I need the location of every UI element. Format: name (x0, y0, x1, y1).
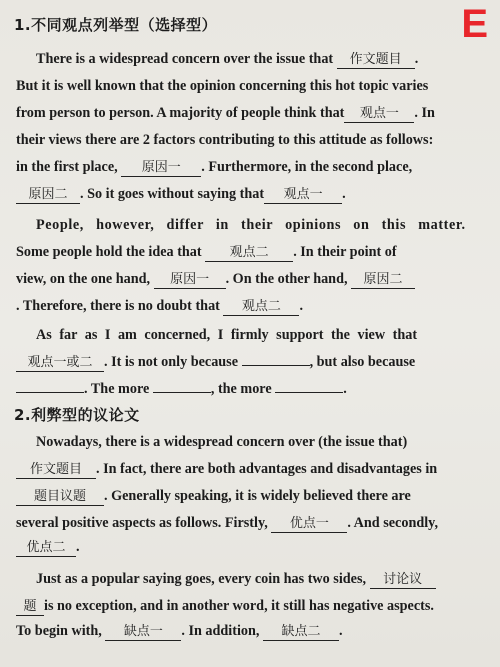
s1p1-line4: their views there are 2 factors contributing to this attitude as follows: (16, 132, 434, 148)
s2p1-line4: several positive aspects as follows. Firstly, 优点一 . And secondly, (16, 515, 439, 531)
blank-view2-repeat[interactable]: 观点二 (223, 299, 299, 316)
s2p2-line1: Just as a popular saying goes, every coin has two sides, 讨论议 (16, 570, 488, 589)
blank-view2-reason2[interactable]: 原因二 (351, 272, 415, 289)
s1p1-line6: 原因二 . So it goes without saying that 观点一 . (16, 185, 488, 204)
s1p3-line2: 观点一或二 . It is not only because , but also because (16, 353, 488, 372)
s2p2-line3: To begin with, 缺点一 . In addition, 缺点二 . (16, 623, 343, 639)
blank-discussion-topic-cont[interactable]: 题 (16, 599, 44, 616)
s1p1-line3: from person to person. A majority of people think that 观点一 . In (16, 105, 435, 121)
s1p3-line3: . The more , the more . (16, 380, 488, 398)
s2p1-line1: Nowadays, there is a widespread concern over (the issue that) (36, 434, 408, 450)
s2p2-line2: 题 is no exception, and in another word, it still has negative aspects. (16, 597, 488, 616)
s1p2-line2: Some people hold the idea that 观点二 . In their point of (16, 244, 397, 260)
blank-discussion-topic[interactable]: 讨论议 (370, 572, 436, 589)
section2-heading: 2.利弊型的议论文 (14, 406, 140, 424)
blank-view1-repeat[interactable]: 观点一 (264, 187, 342, 204)
section1-heading: 1.不同观点列举型（选择型） (14, 16, 218, 34)
s2p1-line3: 题目议题 . Generally speaking, it is widely believed there are (16, 487, 488, 506)
blank-advantage1[interactable]: 优点一 (271, 516, 347, 533)
blank-advantage2[interactable]: 优点二 (16, 540, 76, 557)
s1p2-line3: view, on the one hand, 原因一 . On the other hand, 原因二 (16, 270, 488, 289)
blank-topic-issue[interactable]: 题目议题 (16, 489, 104, 506)
blank-topic[interactable]: 作文题目 (337, 52, 415, 69)
s1p3-line1: As far as I am concerned, I firmly support the view that (36, 327, 418, 343)
corner-letter-mark: E (461, 2, 488, 46)
blank-view2[interactable]: 观点二 (205, 245, 293, 262)
blank-my-view[interactable]: 观点一或二 (16, 355, 104, 372)
s1p1-line5: in the first place, 原因一 . Furthermore, in the second place, (16, 159, 413, 175)
s1p1-line1: There is a widespread concern over the issue that 作文题目 . (36, 51, 419, 67)
blank-view2-reason1[interactable]: 原因一 (154, 272, 226, 289)
blank-the-more1[interactable] (153, 392, 211, 393)
blank-the-more2[interactable] (275, 392, 343, 393)
blank-reason2[interactable]: 原因二 (16, 187, 80, 204)
blank-essay-topic[interactable]: 作文题目 (16, 462, 96, 479)
s1p2-line4: . Therefore, there is no doubt that 观点二 . (16, 298, 303, 314)
blank-disadvantage2[interactable]: 缺点二 (263, 624, 339, 641)
s1p2-line1: People, however, differ in their opinions on this matter. (36, 217, 466, 233)
s1p1-line2: But it is well known that the opinion concerning this hot topic varies (16, 78, 429, 94)
s2p1-line5: 优点二 . (16, 538, 488, 557)
blank-because2[interactable] (16, 392, 84, 393)
blank-because1[interactable] (242, 365, 310, 366)
blank-view1[interactable]: 观点一 (344, 106, 414, 123)
s2p1-line2: 作文题目 . In fact, there are both advantages and disadvantages in (16, 460, 488, 479)
blank-disadvantage1[interactable]: 缺点一 (105, 624, 181, 641)
blank-reason1[interactable]: 原因一 (121, 160, 201, 177)
